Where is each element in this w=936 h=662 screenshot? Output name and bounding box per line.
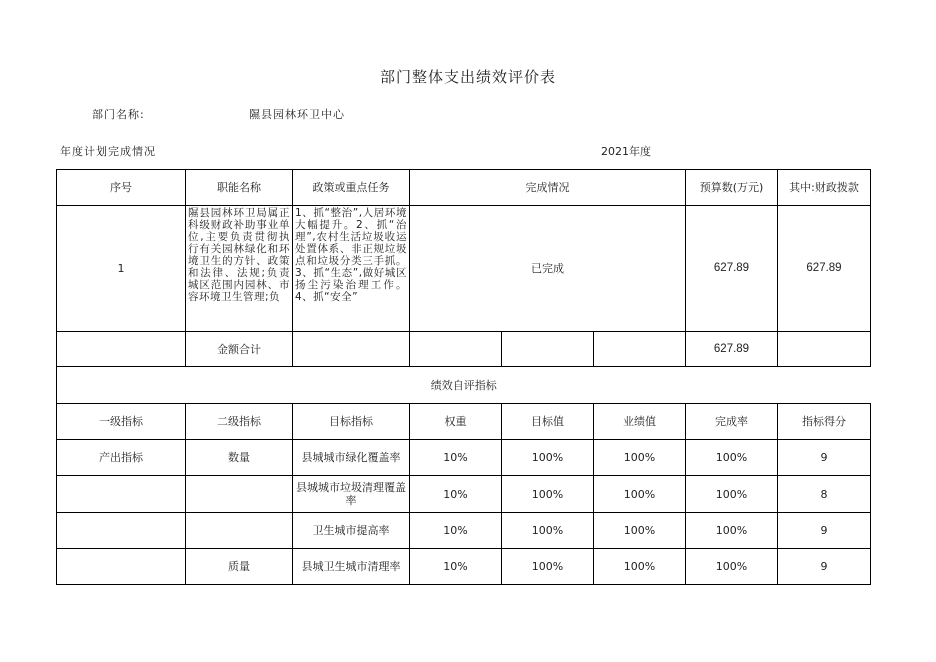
perf-target-value: 100% bbox=[502, 440, 594, 476]
perf-target: 卫生城市提高率 bbox=[293, 513, 410, 549]
perf-l1 bbox=[57, 513, 186, 549]
total-empty-6 bbox=[778, 332, 871, 367]
perf-actual: 100% bbox=[594, 476, 686, 513]
perf-header-actual: 业绩值 bbox=[594, 404, 686, 440]
perf-actual: 100% bbox=[594, 513, 686, 549]
total-label: 金额合计 bbox=[186, 332, 293, 367]
perf-target: 县城卫生城市清理率 bbox=[293, 549, 410, 585]
table-row bbox=[57, 476, 871, 513]
perf-header-score: 指标得分 bbox=[778, 404, 871, 440]
perf-l1 bbox=[57, 476, 186, 513]
perf-score: 9 bbox=[778, 549, 871, 585]
perf-rate: 100% bbox=[686, 513, 778, 549]
row1-task: 1、抓“整治”,人居环境大幅提升。2、抓“治理”,农村生活垃圾收运处置体系、非正规垃圾点和垃圾分类三手抓。3、抓“生态”,做好城区扬尘污染治理工作。4、抓“安全” bbox=[295, 207, 407, 303]
header-task: 政策或重点任务 bbox=[293, 170, 410, 206]
perf-l2: 数量 bbox=[186, 440, 293, 476]
perf-header-target-value: 目标值 bbox=[502, 404, 594, 440]
perf-l1: 产出指标 bbox=[57, 440, 186, 476]
perf-weight: 10% bbox=[410, 476, 502, 513]
row1-seq: 1 bbox=[57, 206, 186, 332]
perf-target: 县城城市垃圾清理覆盖率 bbox=[293, 476, 410, 513]
perf-title: 绩效自评指标 bbox=[57, 367, 871, 404]
total-empty-3 bbox=[410, 332, 502, 367]
perf-l2 bbox=[186, 513, 293, 549]
header-row bbox=[57, 170, 871, 206]
perf-header-weight: 权重 bbox=[410, 404, 502, 440]
perf-rate: 100% bbox=[686, 476, 778, 513]
total-empty-2 bbox=[293, 332, 410, 367]
header-seq: 序号 bbox=[57, 170, 186, 206]
perf-actual: 100% bbox=[594, 440, 686, 476]
total-empty-1 bbox=[57, 332, 186, 367]
perf-header-l1: 一级指标 bbox=[57, 404, 186, 440]
data-row bbox=[57, 206, 871, 332]
perf-score: 8 bbox=[778, 476, 871, 513]
perf-header-l2: 二级指标 bbox=[186, 404, 293, 440]
year-label: 2021年度 bbox=[601, 145, 651, 158]
header-fiscal: 其中:财政拨款 bbox=[778, 170, 871, 206]
perf-actual: 100% bbox=[594, 549, 686, 585]
header-function: 职能名称 bbox=[186, 170, 293, 206]
perf-header-rate: 完成率 bbox=[686, 404, 778, 440]
perf-header-target: 目标指标 bbox=[293, 404, 410, 440]
perf-weight: 10% bbox=[410, 513, 502, 549]
row1-budget: 627.89 bbox=[686, 206, 778, 332]
table-row bbox=[57, 440, 871, 476]
perf-weight: 10% bbox=[410, 549, 502, 585]
total-empty-4 bbox=[502, 332, 594, 367]
table-row bbox=[57, 549, 871, 585]
perf-rate: 100% bbox=[686, 440, 778, 476]
perf-target-value: 100% bbox=[502, 476, 594, 513]
department-name: 隰县园林环卫中心 bbox=[249, 108, 345, 121]
row1-function: 隰县园林环卫局属正科级财政补助事业单位,主要负责贯彻执行有关园林绿化和环境卫生的方针、政策和法律、法规;负责城区范围内园林、市容环境卫生管理;负 bbox=[188, 207, 290, 303]
perf-target-value: 100% bbox=[502, 513, 594, 549]
perf-l2 bbox=[186, 476, 293, 513]
perf-target: 县城城市绿化覆盖率 bbox=[293, 440, 410, 476]
header-budget: 预算数(万元) bbox=[686, 170, 778, 206]
annual-plan-label: 年度计划完成情况 bbox=[60, 145, 156, 158]
perf-header-row bbox=[57, 404, 871, 440]
perf-l2: 质量 bbox=[186, 549, 293, 585]
department-label: 部门名称: bbox=[92, 108, 145, 121]
perf-l1 bbox=[57, 549, 186, 585]
perf-title-row bbox=[57, 367, 871, 404]
row1-function-cell bbox=[186, 206, 293, 332]
perf-score: 9 bbox=[778, 513, 871, 549]
performance-table bbox=[56, 169, 871, 585]
total-empty-5 bbox=[594, 332, 686, 367]
perf-rate: 100% bbox=[686, 549, 778, 585]
page-title: 部门整体支出绩效评价表 bbox=[379, 68, 556, 86]
perf-score: 9 bbox=[778, 440, 871, 476]
row1-status: 已完成 bbox=[410, 206, 686, 332]
total-row bbox=[57, 332, 871, 367]
table-row bbox=[57, 513, 871, 549]
header-status: 完成情况 bbox=[410, 170, 686, 206]
total-budget: 627.89 bbox=[686, 332, 778, 367]
row1-task-cell bbox=[293, 206, 410, 332]
row1-fiscal: 627.89 bbox=[778, 206, 871, 332]
perf-weight: 10% bbox=[410, 440, 502, 476]
perf-target-value: 100% bbox=[502, 549, 594, 585]
